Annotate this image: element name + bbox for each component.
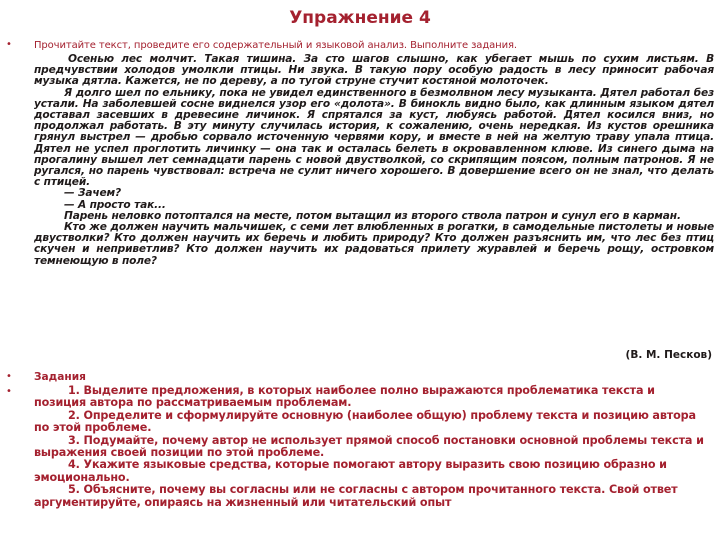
page-title: Упражнение 4 [289,8,431,28]
tasks-heading: Задания [34,371,86,383]
task-item: 5. Объясните, почему вы согласны или не согласны с автором прочитанного текста. Свой ответ аргументируйте, опираясь на жизненный или читательский опыт [34,483,678,509]
task-item: 3. Подумайте, почему автор не использует прямой способ постановки основной проблемы текста и выражения своей позиции по этой проблеме. [34,433,704,460]
text-paragraph: Осенью лес молчит. Такая тишина. За сто шагов слышно, как убегает мышь по сухим листьям. В предчувствии холодов умолкли птицы. Ни звука. В такую пору особую радость в лесу приносит рабочая музыка дятла. Кажется, не по дереву, а по тугой струне стучит костяной молоточек. [34,53,714,88]
task-item: 4. Укажите языковые средства, которые помогают автору выразить свою позицию образно и эмоционально. [34,458,667,484]
bullet-icon: • [6,371,12,382]
exercise-text [34,54,714,267]
task-item: 2. Определите и сформулируйте основную (наиболее общую) проблему текста и позицию автора по этой проблеме. [34,408,696,435]
bullet-icon: • [6,39,12,50]
text-paragraph: Кто же должен научить мальчишек, с семи лет влюбленных в рогатки, в самодельные пистолеты и новые двустволки? Кто должен научить их беречь и любить природу? Кто должен разъяснить им, что лес без птиц скучен и неприветлив? Кто должен научить их радоваться прилету журавлей и беречь рощу, островком темнеющую в поле? [34,221,714,267]
tasks-list [34,385,708,509]
text-paragraph: Я долго шел по ельнику, пока не увидел единственного в безмолвном лесу музыканта. Дятел работал без устали. На заболевшей сосне виднелся узор его «долота». В бинокль видно было, как длинным языком дятел доставал засевших в древесине личинок. Я спрятался за куст, любуясь работой. Дятел косился вниз, но продолжал работать. В эту минуту случилась история, к сожалению, очень нередкая. Из кустов орешника грянул выстрел — дробью сорвало источенную червями кору, и вместе в ней на желтую траву упала птица. Дятел не успел проглотить личинку — она так и осталась белеть в окровавленном клюве. Из синего дыма на прогалину вышел лет семнадцати парень с новой двустволкой, со скрипящим поясом, полным патронов. Я не ругался, но парень чувствовал: встреча не сулит ничего хорошего. В довершение всего он не знал, что делать с птицей. [34,86,714,189]
text-paragraph: Парень неловко потоптался на месте, потом вытащил из второго ствола патрон и сунул его в карман. [64,209,681,222]
exercise-instructions: Прочитайте текст, проведите его содержательный и языковой анализ. Выполните задания. [34,40,517,51]
task-item: 1. Выделите предложения, в которых наиболее полно выражаются проблематика текста и позиция автора по рассматриваемым проблемам. [34,384,655,410]
dialogue-line: — А просто так... [64,198,166,211]
text-author: (В. М. Песков) [625,349,712,361]
bullet-icon: • [6,386,12,397]
dialogue-line: — Зачем? [64,187,122,200]
